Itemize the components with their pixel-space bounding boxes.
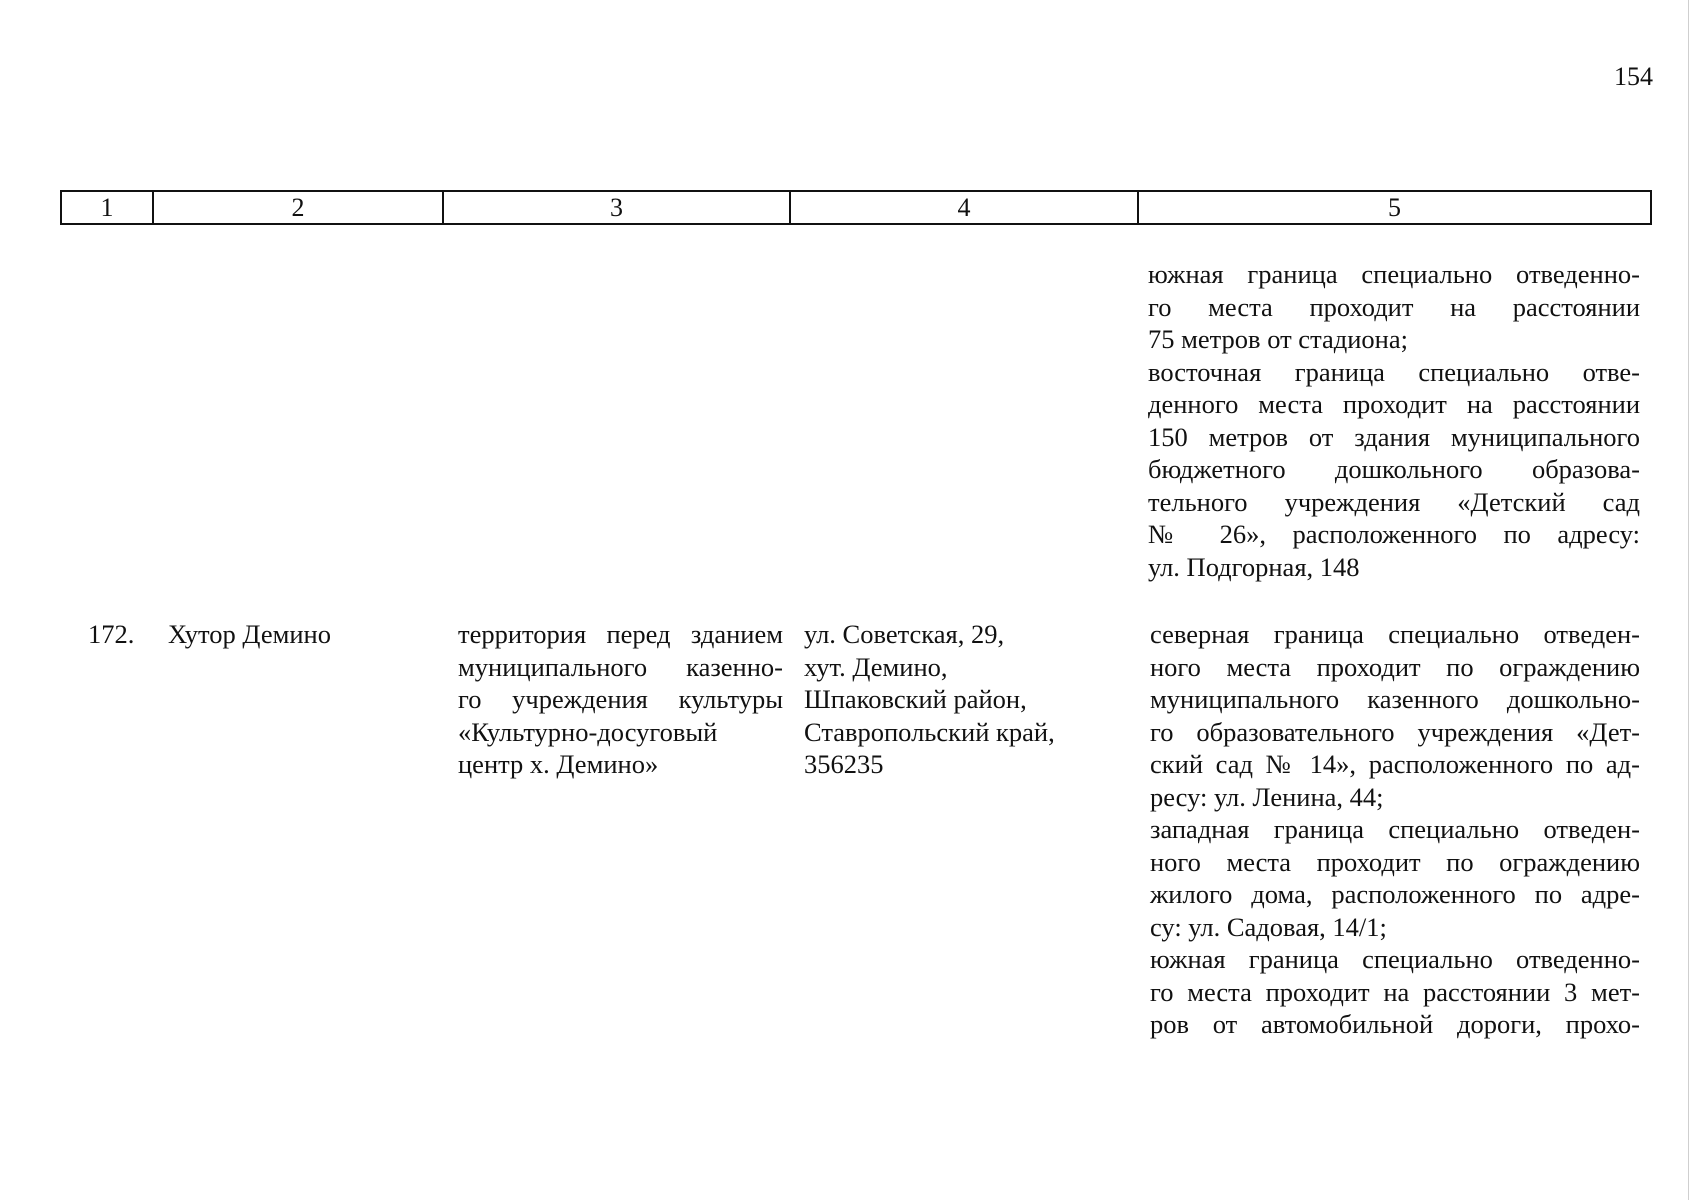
address <box>804 618 1055 781</box>
place-line: территория перед зданием <box>458 619 783 649</box>
row-number: 172. <box>88 619 135 649</box>
place-line: «Культурно-досуговый <box>458 716 718 747</box>
header-col-4: 4 <box>791 192 1139 223</box>
description-line: южная граница специально отведенно- <box>1148 259 1640 289</box>
description-line: 150 метров от здания муниципального <box>1148 421 1640 452</box>
description-line: ул. Подгорная, 148 <box>1148 551 1360 582</box>
place-line: муниципального казенно- <box>458 651 783 682</box>
place-description <box>458 618 783 781</box>
settlement-name: Хутор Демино <box>168 619 331 649</box>
description-line: ский сад № 14», расположенного по ад- <box>1150 749 1640 779</box>
description-line: восточная граница специально отве- <box>1148 356 1640 387</box>
description-line: го образовательного учреждения «Дет- <box>1150 716 1640 747</box>
description-line: ного места проходит по ограждению <box>1150 846 1640 877</box>
description-line: западная граница специально отведен- <box>1150 814 1640 844</box>
address-line: ул. Советская, 29, <box>804 619 1005 649</box>
header-col-1: 1 <box>62 192 154 223</box>
address-line: 356235 <box>804 749 884 779</box>
description-line: ресу: ул. Ленина, 44; <box>1150 781 1384 812</box>
place-line: центр х. Демино» <box>458 749 659 779</box>
address-line: Ставропольский край, <box>804 716 1055 747</box>
address-line: Шпаковский район, <box>804 684 1027 714</box>
description-line: тельного учреждения «Детский сад <box>1148 486 1640 517</box>
description-line: го места проходит на расстоянии 3 мет- <box>1150 976 1640 1007</box>
description-line: муниципального казенного дошкольно- <box>1150 684 1640 714</box>
place-line: го учреждения культуры <box>458 684 783 714</box>
column-number-header <box>60 190 1652 225</box>
description-line: ного места проходит по ограждению <box>1150 651 1640 682</box>
description-line: 75 метров от стадиона; <box>1148 324 1408 354</box>
description-line: северная граница специально отведен- <box>1150 619 1640 649</box>
description-line: су: ул. Садовая, 14/1; <box>1150 911 1387 942</box>
page-number: 154 <box>1614 62 1653 91</box>
continued-boundary-description <box>1148 258 1640 583</box>
header-col-2: 2 <box>154 192 444 223</box>
description-line: жилого дома, расположенного по адре- <box>1150 879 1640 909</box>
address-line: хут. Демино, <box>804 651 948 682</box>
description-line: го места проходит на расстоянии <box>1148 291 1640 322</box>
header-col-5: 5 <box>1388 193 1401 222</box>
header-col-3: 3 <box>444 192 791 223</box>
description-line: южная граница специально отведенно- <box>1150 944 1640 974</box>
description-line: денного места проходит на расстоянии <box>1148 389 1640 419</box>
page-edge-line <box>1688 0 1689 1200</box>
description-line: бюджетного дошкольного образова- <box>1148 454 1640 484</box>
description-line: ров от автомобильной дороги, прохо- <box>1150 1009 1640 1039</box>
description-line: № 26», расположенного по адресу: <box>1148 519 1640 549</box>
boundary-description <box>1150 618 1640 1041</box>
